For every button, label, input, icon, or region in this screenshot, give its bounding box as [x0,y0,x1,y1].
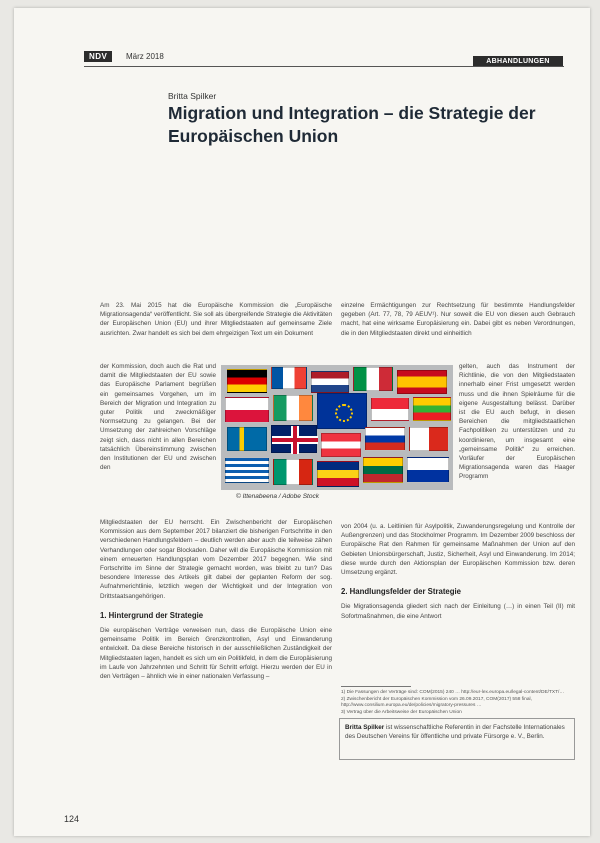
header-rule [84,66,564,67]
footnotes [341,690,575,716]
paragraph: der Kommission, doch auch die Rat und damit die Mitgliedstaaten der EU sowie das Europäische Parlament begrüßen ein gemeinsames Vorgehen, um im Bereich der Migration und Integration zu guter Politik und zweckmäßiger Normsetzung zu gelangen. Bei der Umsetzung der zahlreichen Vorschläge zeigt sich, dass nicht in allen Bereichen tatsächlich Übereinstimmung zwischen den Institutionen der EU und zwischen den [100,363,216,472]
footnote: 1) Die Fassungen der Verträge sind: COM(2015) 240 … http://eur-lex.europa.eu/legal-content/DE/TXT/… [341,690,565,695]
footnote: 2) Zwischenbericht der Europäischen Kommission vom 26.09.2017, COM(2017) 558 final, http://www.consilium.europa.eu/de/policies/migratory-pressures … [341,696,532,708]
author-bio [339,718,575,760]
body-col1-wrap [100,362,216,472]
section-heading-1: 1. Hintergrund der Strategie [100,610,204,620]
bio-text: ist wissenschaftliche Referentin in der Fachstelle Internationales des Deutschen Vereins für öffentliche und private Fürsorge e. V., Berlin. [345,724,565,740]
journal-badge: NDV [84,51,112,62]
footnote-rule [341,686,411,687]
body-col1-main [100,518,332,681]
footnote: 3) Vertrag über die Arbeitsweise der Europäischen Union [341,709,462,715]
photo-caption: © Ittenabeena / Adobe Stock [236,493,319,500]
page-number: 124 [64,814,80,824]
magazine-page [14,8,590,836]
flags-photo [221,365,453,490]
article-author: Britta Spilker [168,91,217,101]
section-tag: ABHANDLUNGEN [473,56,563,67]
body-col2-wrap [459,362,575,482]
paragraph: Die europäischen Verträge verweisen nun, dass die Europäische Union eine gemeinsame Politik im Bereich Grenzkontrollen, Asyl und Einwanderung entwickelt. Da diese Bereiche historisch in der ausschließlichen Zuständigkeit der Mitgliedstaaten lagen, handelt es sich um ein Politikfeld, in dem die Europäisierung im Laufe von Jahrzehnten und Schritt für Schritt erfolgt. Hierzu werden der EU in den Verträgen – ähnlich wie in einer nationalen Verfassung – [100,627,332,681]
paragraph: Am 23. Mai 2015 hat die Europäische Kommission die „Europäische Migrationsagenda“ veröffentlicht. Sie soll als übergreifende Strategie die Aktivitäten der Europäischen Union (EU) und ihrer Mitgliedstaaten auf gemeinsame Ziele ausrichten. Zwar handelt es sich bei dem ehrgeizigen Text um ein Dokument [100,302,332,337]
bio-name: Britta Spilker [345,724,385,731]
article-title: Migration und Integration – die Strategie der Europäischen Union [168,103,536,146]
paragraph: einzelne Ermächtigungen zur Rechtsetzung für bestimmte Handlungsfelder gegeben (Art. 77, 78, 79 AEUV¹). Nur soweit die EU von diesen auch Gebrauch macht, hat eine wirksame Europäisierung ein. Dabei gibt es neben Verordnungen, die in den Mitgliedstaaten direkt und einheitlich [341,302,575,337]
section-heading-2: 2. Handlungsfelder der Strategie [341,587,462,597]
body-col1-intro [100,301,332,338]
issue-date: März 2018 [126,52,164,61]
paragraph: von 2004 (u. a. Leitlinien für Asylpolitik, Zuwanderungsregelung und Kontrolle der Außengrenzen) und das Stockholmer Programm. Im Dezember 2009 beschloss der Europäische Rat den Rahmen für gemeinsame Maßnahmen der Union auf den Gebieten Unionsbürgerschaft, Justiz, Sicherheit, Asyl und Einwanderung. Im 2014; diese wurde durch den Aktionsplan der Europäischen Kommission bzw. deren Umsetzung ergänzt. [341,523,575,577]
body-col2-intro [341,301,575,338]
paragraph: Mitgliedstaaten der EU herrscht. Ein Zwischenbericht der Europäischen Kommission aus dem September 2017 bilanziert die bisherigen Fortschritte in den verschiedenen Handlungsfeldern – deutlich werden aber auch die teilweise zähen Verhandlungen oder sogar Blockaden. Daher will die Europäische Kommission mit einem erneuerten Handlungsplan vom Dezember 2017 begegnen. Wie sind Fortschritte im Sinne der Strategie gemacht worden, was bleibt zu tun? Das besondere Interesse des Artikels gilt dabei der geplanten Reform der sog. Aufnahmerichtlinie, letztlich wegen der Wichtigkeit und der Integration von Drittstaatsangehörigen. [100,519,332,600]
body-col2-main [341,522,575,621]
paragraph: Die Migrationsagenda gliedert sich nach der Einleitung (…) in einen Teil (II) mit Sofortmaßnahmen, die eine Antwort [341,603,575,620]
paragraph: gelten, auch das Instrument der Richtlinie, die von den Mitgliedstaaten innerhalb einer Frist umgesetzt werden muss und die ihnen Spielräume für die eigene Ausgestaltung belässt. Darüber ist die EU auch befugt, in diesen Bereichen die mitgliedstaatlichen Fachpolitiken zu unterstützen und zu koordinieren, um insgesamt eine „gemeinsame Politik“ zu erreichen. Vorläufer der Europäischen Migrationsagenda waren das Haager Programm [459,363,575,481]
